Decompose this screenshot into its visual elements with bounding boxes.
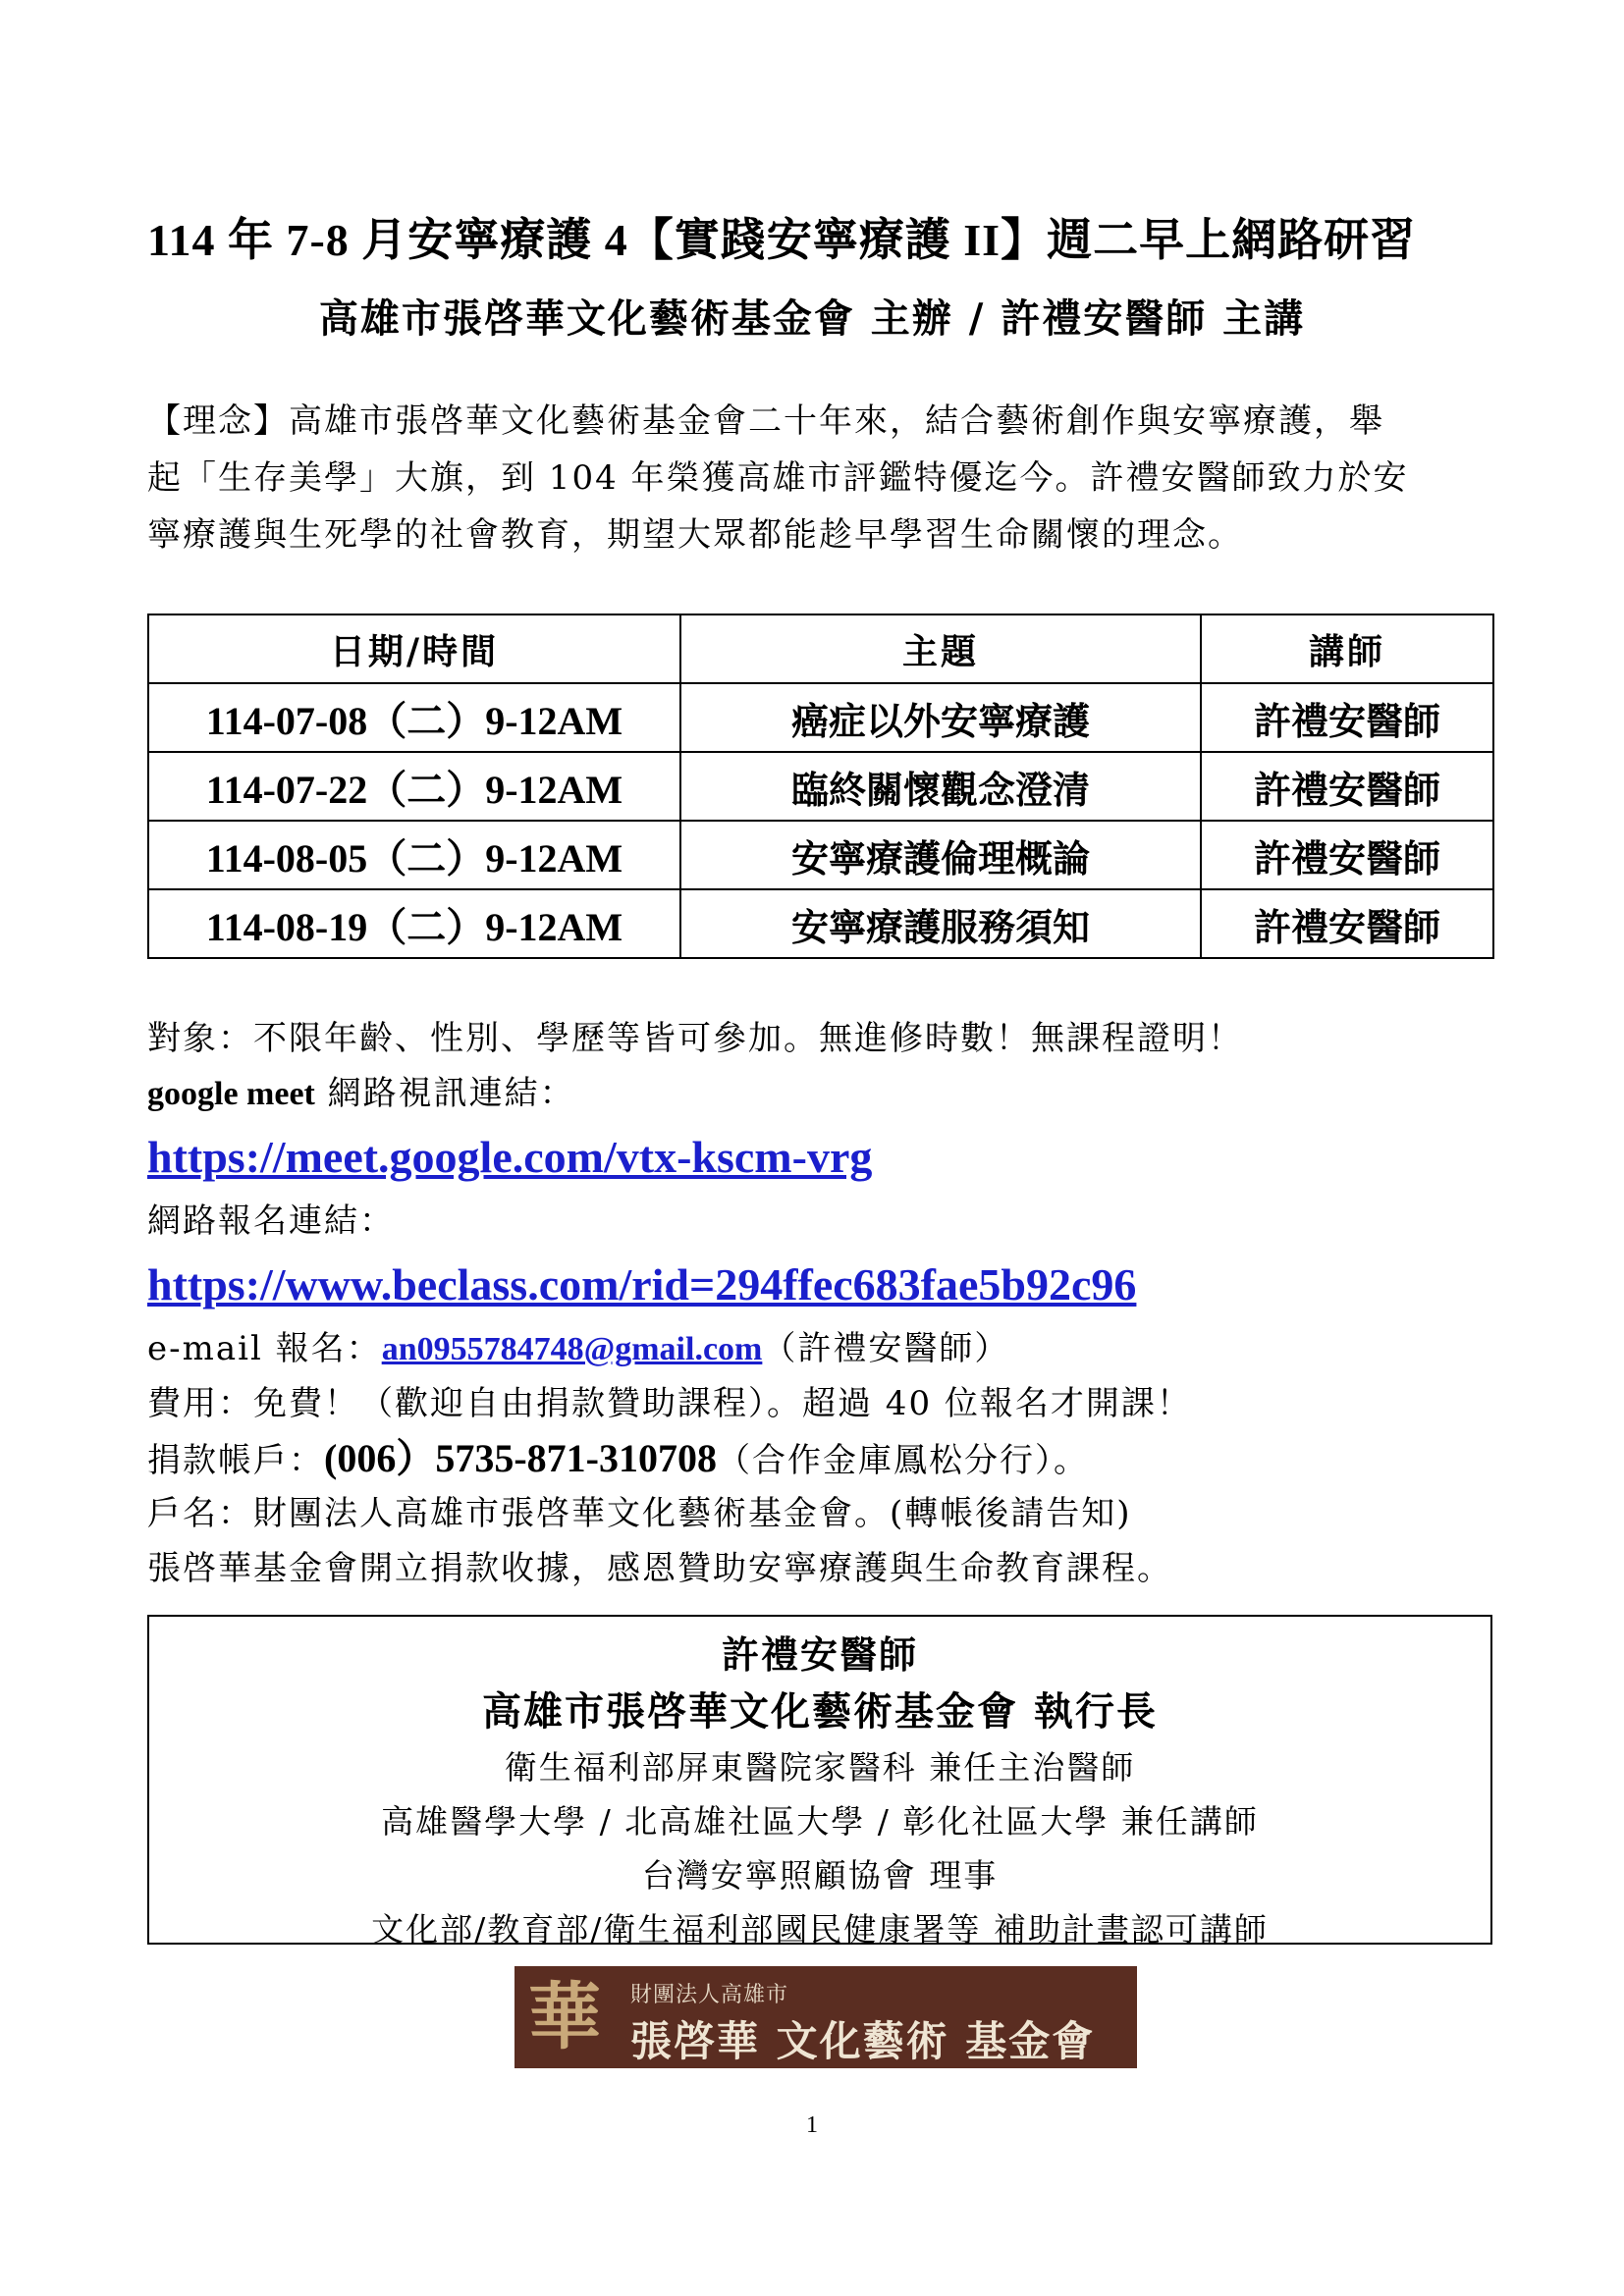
- cell-date: 114-07-22（二）9-12AM: [148, 752, 680, 821]
- header-lecturer: 講師: [1201, 614, 1493, 683]
- cell-lecturer: 許禮安醫師: [1201, 821, 1493, 889]
- intro-line: 起「生存美學」大旗，到 104 年榮獲高雄市評鑑特優迄今。許禮安醫師致力於安: [147, 458, 1409, 498]
- cell-topic: 安寧療護服務須知: [680, 889, 1201, 958]
- account-name-text: 戶名：財團法人高雄市張啓華文化藝術基金會。(轉帳後請告知): [147, 1494, 1132, 1533]
- table-header-row: [148, 614, 1493, 683]
- table-row: [148, 821, 1493, 889]
- email-suffix: （許禮安醫師）: [762, 1329, 1010, 1368]
- cell-topic: 癌症以外安寧療護: [680, 683, 1201, 752]
- header-date: 日期/時間: [148, 614, 680, 683]
- meet-label-bold: google meet: [147, 1076, 315, 1112]
- bio-name: 許禮安醫師: [721, 1632, 918, 1677]
- cell-topic: 臨終關懷觀念澄清: [680, 752, 1201, 821]
- email-prefix: e-mail 報名：: [147, 1329, 382, 1368]
- meet-link-line: [147, 1121, 1522, 1194]
- account-line: [147, 1431, 1522, 1486]
- logo-line1: 財團法人高雄市: [630, 1983, 789, 2007]
- meet-label-text: 網路視訊連結：: [314, 1074, 575, 1113]
- cell-date: 114-07-08（二）9-12AM: [148, 683, 680, 752]
- account-prefix: 捐款帳戶：: [147, 1441, 324, 1480]
- intro-paragraph: [147, 393, 1492, 563]
- meet-link[interactable]: https://meet.google.com/vtx-kscm-vrg: [147, 1132, 873, 1182]
- document-subtitle: 高雄市張啓華文化藝術基金會 主辦 / 許禮安醫師 主講: [318, 295, 1306, 342]
- logo-mark-icon: 華: [528, 1975, 601, 2059]
- meet-label: [147, 1066, 1522, 1121]
- page-number: 1: [806, 2112, 818, 2138]
- cell-lecturer: 許禮安醫師: [1201, 683, 1493, 752]
- cell-lecturer: 許禮安醫師: [1201, 752, 1493, 821]
- table-row: [148, 889, 1493, 958]
- document-title: 114 年 7-8 月安寧療護 4【實踐安寧療護 II】週二早上網路研習: [147, 215, 1417, 265]
- table-row: [148, 683, 1493, 752]
- fee-text: 費用：免費！（歡迎自由捐款贊助課程）。超過 40 位報名才開課！: [147, 1384, 1192, 1423]
- account-number: (006）5735-871-310708: [324, 1436, 717, 1480]
- info-section: [147, 1011, 1522, 1596]
- receipt-text: 張啓華基金會開立捐款收據，感恩贊助安寧療護與生命教育課程。: [147, 1549, 1172, 1588]
- account-suffix: （合作金庫鳳松分行）。: [716, 1441, 1089, 1480]
- table-row: [148, 752, 1493, 821]
- header-topic: 主題: [680, 614, 1201, 683]
- signup-link[interactable]: https://www.beclass.com/rid=294ffec683fae5b92c96: [147, 1259, 1137, 1309]
- cell-topic: 安寧療護倫理概論: [680, 821, 1201, 889]
- cell-date: 114-08-05（二）9-12AM: [148, 821, 680, 889]
- audience-text: 對象：不限年齡、性別、學歷等皆可參加。無進修時數！無課程證明！: [147, 1019, 1243, 1058]
- signup-link-line: [147, 1249, 1522, 1321]
- cell-date: 114-08-19（二）9-12AM: [148, 889, 680, 958]
- email-link[interactable]: an0955784748@gmail.com: [381, 1331, 763, 1367]
- email-line: [147, 1321, 1522, 1376]
- bio-role: 高雄醫學大學 / 北高雄社區大學 / 彰化社區大學 兼任講師: [381, 1802, 1259, 1841]
- intro-line: 寧療護與生死學的社會教育，期望大眾都能趁早學習生命關懷的理念。: [147, 515, 1243, 555]
- bio-org: 高雄市張啓華文化藝術基金會 執行長: [482, 1688, 1158, 1735]
- foundation-logo: [514, 1966, 1137, 2068]
- bio-box: [147, 1615, 1492, 1949]
- cell-lecturer: 許禮安醫師: [1201, 889, 1493, 958]
- bio-role: 台灣安寧照顧協會 理事: [641, 1856, 999, 1895]
- logo-line2: 張啓華 文化藝術 基金會: [630, 2017, 1096, 2065]
- signup-label: 網路報名連結：: [147, 1201, 395, 1241]
- bio-role: 文化部/教育部/衛生福利部國民健康署等 補助計畫認可講師: [371, 1910, 1269, 1949]
- schedule-table: [147, 614, 1494, 959]
- intro-line: 【理念】高雄市張啓華文化藝術基金會二十年來，結合藝術創作與安寧療護，舉: [147, 401, 1384, 441]
- bio-role: 衛生福利部屏東醫院家醫科 兼任主治醫師: [504, 1748, 1136, 1787]
